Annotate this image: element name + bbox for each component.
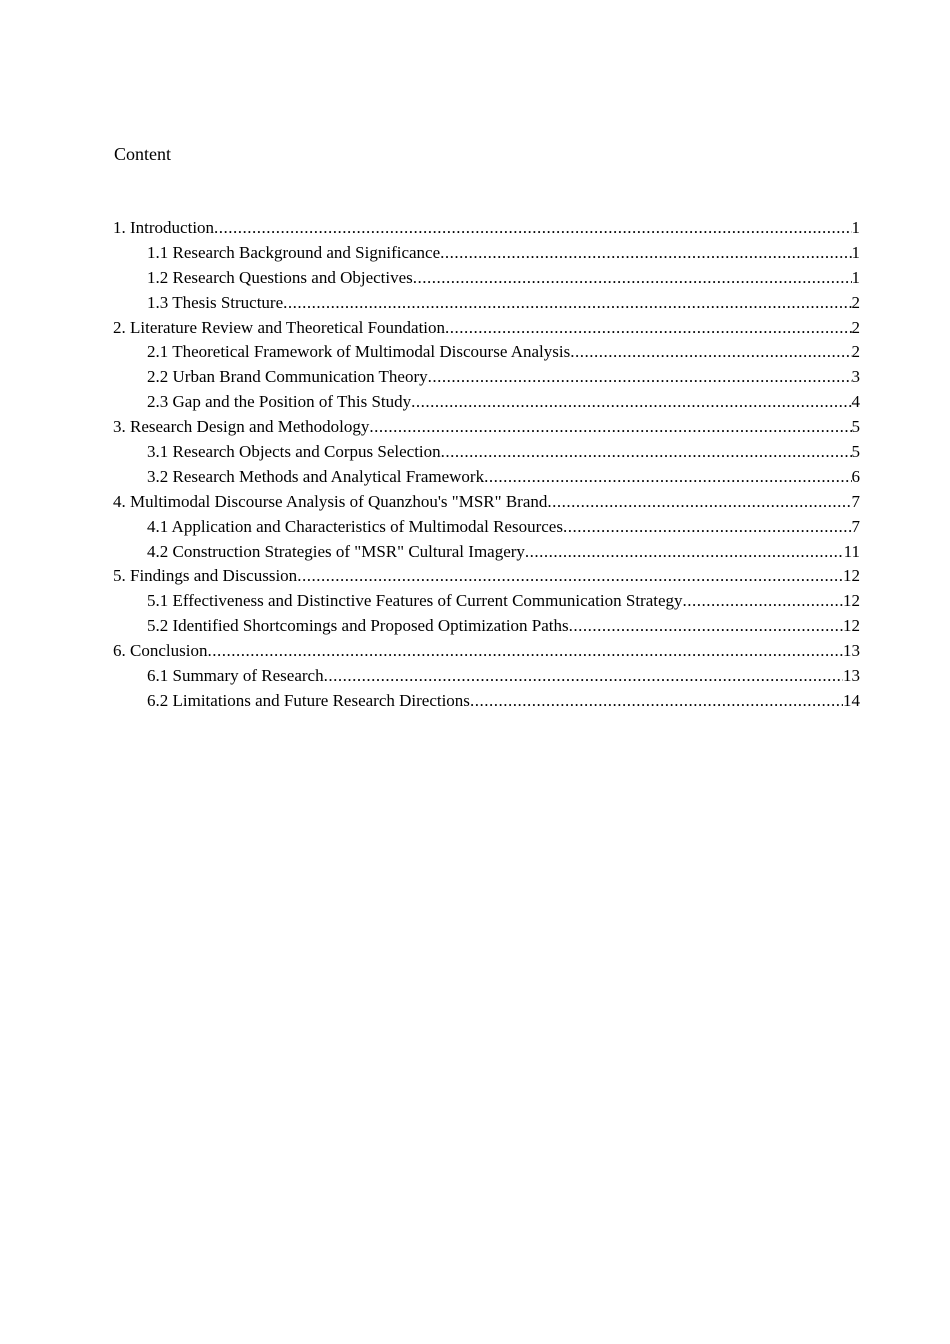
toc-dot-leader <box>440 241 851 266</box>
toc-dot-leader <box>547 490 851 515</box>
toc-dot-leader <box>297 564 843 589</box>
toc-entry-text: 1.1 Research Background and Significance <box>147 242 441 262</box>
toc-page-number: 12 <box>843 616 860 636</box>
toc-dot-leader <box>445 316 851 341</box>
toc-entry-1-3 <box>113 291 860 316</box>
toc-entry-text: 5.1 Effectiveness and Distinctive Features of Current Communication Strategy <box>147 591 683 611</box>
toc-entry-1-1 <box>113 241 860 266</box>
toc-entry-text: 2.2 Urban Brand Communication Theory <box>147 367 428 387</box>
toc-page-number: 13 <box>843 641 860 661</box>
toc-entry-research-design <box>113 415 860 440</box>
toc-entry-text: 4.1 Application and Characteristics of Multimodal Resources <box>147 516 563 536</box>
toc-page-number: 11 <box>843 541 860 561</box>
toc-entry-conclusion <box>113 639 860 664</box>
toc-entry-text: 2.3 Gap and the Position of This Study <box>147 392 412 412</box>
toc-dot-leader <box>525 540 844 565</box>
toc-page-number: 12 <box>843 591 860 611</box>
toc-entry-text: 6.1 Summary of Research <box>147 666 324 686</box>
toc-dot-leader <box>683 589 843 614</box>
toc-entry-text: 1. Introduction <box>113 218 215 237</box>
toc-page-number: 14 <box>843 690 860 710</box>
toc-entry-6-1 <box>113 664 860 689</box>
toc-dot-leader <box>470 689 843 714</box>
toc-dot-leader <box>570 340 851 365</box>
toc-entry-text: 2. Literature Review and Theoretical Foundation <box>113 317 446 337</box>
toc-entry-text: 6.2 Limitations and Future Research Directions <box>147 690 470 710</box>
toc-page-number: 7 <box>851 516 860 536</box>
toc-entry-text: 3.1 Research Objects and Corpus Selection <box>147 442 441 462</box>
toc-page-number: 5 <box>851 417 860 437</box>
toc-entry-multimodal-analysis <box>113 490 860 515</box>
toc-dot-leader <box>569 614 843 639</box>
toc-page-number: 13 <box>843 666 860 686</box>
toc-entry-introduction <box>113 216 860 241</box>
toc-page-number: 1 <box>851 218 860 237</box>
toc-entry-text: 1.3 Thesis Structure <box>147 292 284 312</box>
toc-dot-leader <box>324 664 843 689</box>
table-of-contents <box>113 216 860 714</box>
toc-page-number: 4 <box>851 392 860 412</box>
toc-dot-leader <box>207 639 843 664</box>
toc-dot-leader <box>563 515 852 540</box>
toc-entry-text: 1.2 Research Questions and Objectives <box>147 267 413 287</box>
toc-entry-2-2 <box>113 365 860 390</box>
toc-dot-leader <box>369 415 851 440</box>
toc-entry-3-1 <box>113 440 860 465</box>
toc-page-number: 6 <box>851 466 860 486</box>
toc-dot-leader <box>484 465 851 490</box>
toc-entry-5-1 <box>113 589 860 614</box>
toc-dot-leader <box>283 291 851 316</box>
toc-entry-2-1 <box>113 340 860 365</box>
toc-entry-4-1 <box>113 515 860 540</box>
toc-page-number: 2 <box>851 317 860 337</box>
toc-page-number: 1 <box>851 242 860 262</box>
page-title: Content <box>114 144 171 164</box>
toc-page-number: 5 <box>851 442 860 462</box>
toc-page-number: 7 <box>851 491 860 511</box>
toc-entry-text: 4.2 Construction Strategies of "MSR" Cultural Imagery <box>147 541 525 561</box>
toc-entry-text: 2.1 Theoretical Framework of Multimodal Discourse Analysis <box>147 342 571 362</box>
toc-dot-leader <box>413 266 852 291</box>
toc-page-number: 2 <box>851 342 860 362</box>
toc-entry-text: 4. Multimodal Discourse Analysis of Quanzhou's "MSR" Brand <box>113 491 548 511</box>
toc-page-number: 12 <box>843 566 860 586</box>
toc-entry-1-2 <box>113 266 860 291</box>
toc-entry-text: 6. Conclusion <box>113 641 208 661</box>
toc-entry-4-2 <box>113 540 860 565</box>
toc-entry-text: 5. Findings and Discussion <box>113 566 298 586</box>
toc-entry-3-2 <box>113 465 860 490</box>
toc-entry-literature-review <box>113 316 860 341</box>
toc-entry-text: 3.2 Research Methods and Analytical Framework <box>147 466 485 486</box>
toc-dot-leader <box>214 216 851 241</box>
toc-entry-2-3 <box>113 390 860 415</box>
toc-entry-5-2 <box>113 614 860 639</box>
toc-page-number: 2 <box>851 292 860 312</box>
toc-entry-findings <box>113 564 860 589</box>
toc-entry-text: 5.2 Identified Shortcomings and Proposed Optimization Paths <box>147 616 569 636</box>
toc-page-number: 3 <box>851 367 860 387</box>
toc-dot-leader <box>428 365 852 390</box>
toc-page-number: 1 <box>851 267 860 287</box>
toc-dot-leader <box>441 440 852 465</box>
toc-entry-text: 3. Research Design and Methodology <box>113 417 370 437</box>
toc-dot-leader <box>411 390 851 415</box>
toc-entry-6-2 <box>113 689 860 714</box>
